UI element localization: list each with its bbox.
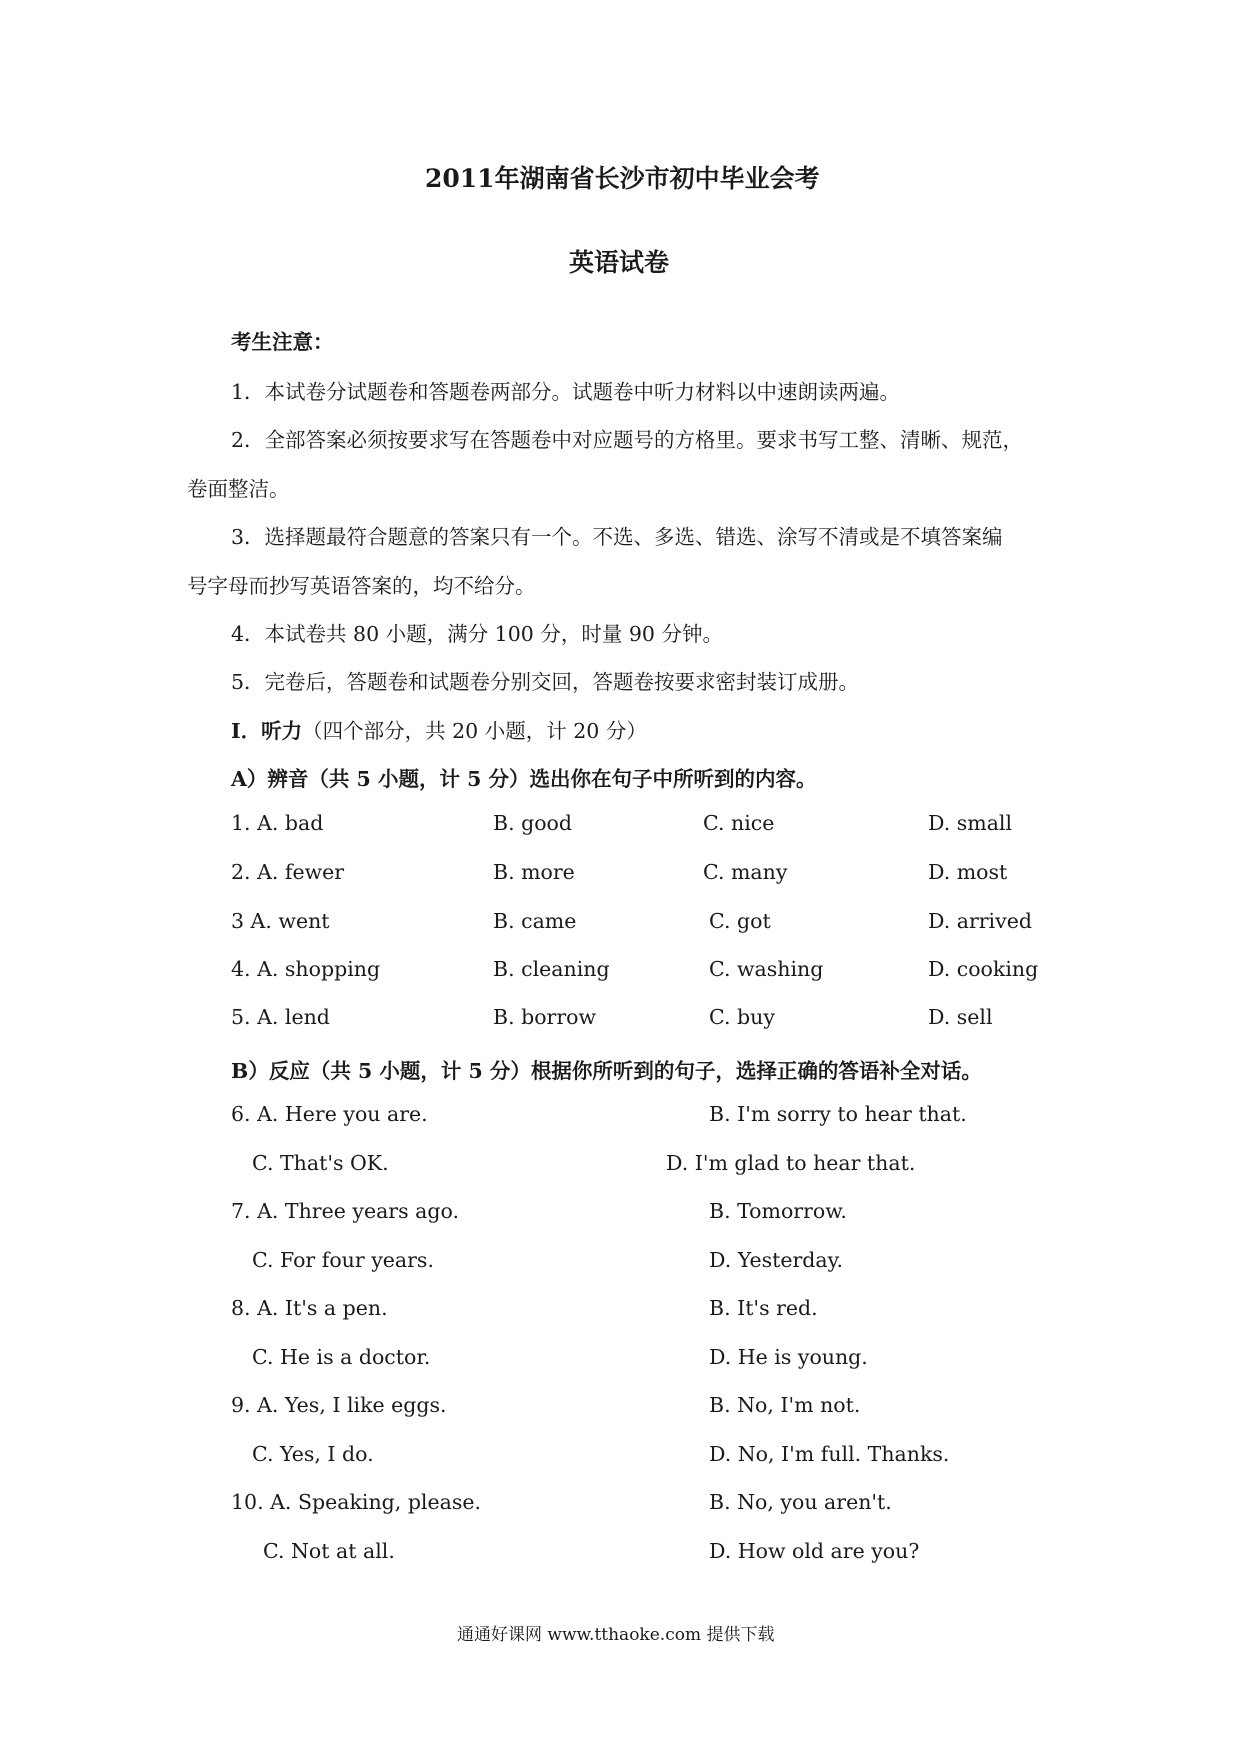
question-9-option-d: D. No, I'm full. Thanks.	[709, 1442, 950, 1466]
question-5-option-c: C. buy	[709, 1005, 775, 1029]
question-4-option-b: B. cleaning	[493, 957, 610, 981]
question-6-option-d: D. I'm glad to hear that.	[666, 1151, 916, 1175]
part-b-heading: B）反应（共 5 小题，计 5 分）根据你所听到的句子，选择正确的答语补全对话。	[231, 1059, 982, 1083]
question-5-option-a: 5. A. lend	[231, 1005, 330, 1029]
question-9-option-b: B. No, I'm not.	[709, 1393, 861, 1417]
question-7-option-c: C. For four years.	[252, 1248, 434, 1272]
question-9-option-c: C. Yes, I do.	[252, 1442, 374, 1466]
question-1-option-a: 1. A. bad	[231, 811, 324, 835]
notice-item: 2．全部答案必须按要求写在答题卷中对应题号的方格里。要求书写工整、清晰、规范，	[231, 428, 1024, 452]
question-4-option-a: 4. A. shopping	[231, 957, 381, 981]
question-7-option-d: D. Yesterday.	[709, 1248, 844, 1272]
question-10-option-b: B. No, you aren't.	[709, 1490, 892, 1514]
question-7-option-a: 7. A. Three years ago.	[231, 1199, 459, 1223]
page-title: 2011年湖南省长沙市初中毕业会考	[425, 164, 820, 193]
section-numeral: Ⅰ	[231, 719, 241, 743]
question-8-option-c: C. He is a doctor.	[252, 1345, 431, 1369]
question-3-option-b: B. came	[493, 909, 577, 933]
question-2-option-a: 2. A. fewer	[231, 860, 345, 884]
notice-item: 3．选择题最符合题意的答案只有一个。不选、多选、错选、涂写不清或是不填答案编	[231, 525, 1003, 549]
notice-heading: 考生注意：	[231, 330, 334, 354]
question-8-option-a: 8. A. It's a pen.	[231, 1296, 388, 1320]
question-10-option-d: D. How old are you?	[709, 1539, 920, 1563]
question-4-option-c: C. washing	[709, 957, 824, 981]
question-2-option-b: B. more	[493, 860, 575, 884]
question-2-option-d: D. most	[928, 860, 1008, 884]
question-6-option-a: 6. A. Here you are.	[231, 1102, 428, 1126]
section-note: （四个部分，共 20 小题，计 20 分）	[302, 719, 647, 743]
section-heading	[231, 714, 647, 744]
question-8-option-b: B. It's red.	[709, 1296, 818, 1320]
section-title: ．听力	[240, 719, 303, 743]
question-9-option-a: 9. A. Yes, I like eggs.	[231, 1393, 447, 1417]
notice-item: 号字母而抄写英语答案的，均不给分。	[187, 574, 536, 598]
question-3-option-a: 3 A. went	[231, 909, 330, 933]
notice-item: 卷面整洁。	[187, 477, 290, 501]
question-3-option-c: C. got	[709, 909, 771, 933]
question-2-option-c: C. many	[703, 860, 788, 884]
notice-item: 4．本试卷共 80 小题，满分 100 分，时量 90 分钟。	[231, 622, 723, 646]
question-8-option-d: D. He is young.	[709, 1345, 868, 1369]
question-1-option-d: D. small	[928, 811, 1013, 835]
question-3-option-d: D. arrived	[928, 909, 1032, 933]
notice-item: 5．完卷后，答题卷和试题卷分别交回，答题卷按要求密封装订成册。	[231, 670, 860, 694]
question-5-option-d: D. sell	[928, 1005, 993, 1029]
question-1-option-b: B. good	[493, 811, 573, 835]
part-a-heading: A）辨音（共 5 小题，计 5 分）选出你在句子中所听到的内容。	[231, 767, 817, 791]
notice-item: 1．本试卷分试题卷和答题卷两部分。试题卷中听力材料以中速朗读两遍。	[231, 380, 901, 404]
question-6-option-c: C. That's OK.	[252, 1151, 389, 1175]
footer-download-note: 通通好课网 www.tthaoke.com 提供下载	[457, 1625, 775, 1645]
question-10-option-a: 10. A. Speaking, please.	[231, 1490, 482, 1514]
question-1-option-c: C. nice	[703, 811, 775, 835]
question-10-option-c: C. Not at all.	[263, 1539, 395, 1563]
question-5-option-b: B. borrow	[493, 1005, 597, 1029]
question-4-option-d: D. cooking	[928, 957, 1039, 981]
page-subtitle: 英语试卷	[569, 248, 670, 277]
question-6-option-b: B. I'm sorry to hear that.	[709, 1102, 967, 1126]
question-7-option-b: B. Tomorrow.	[709, 1199, 847, 1223]
